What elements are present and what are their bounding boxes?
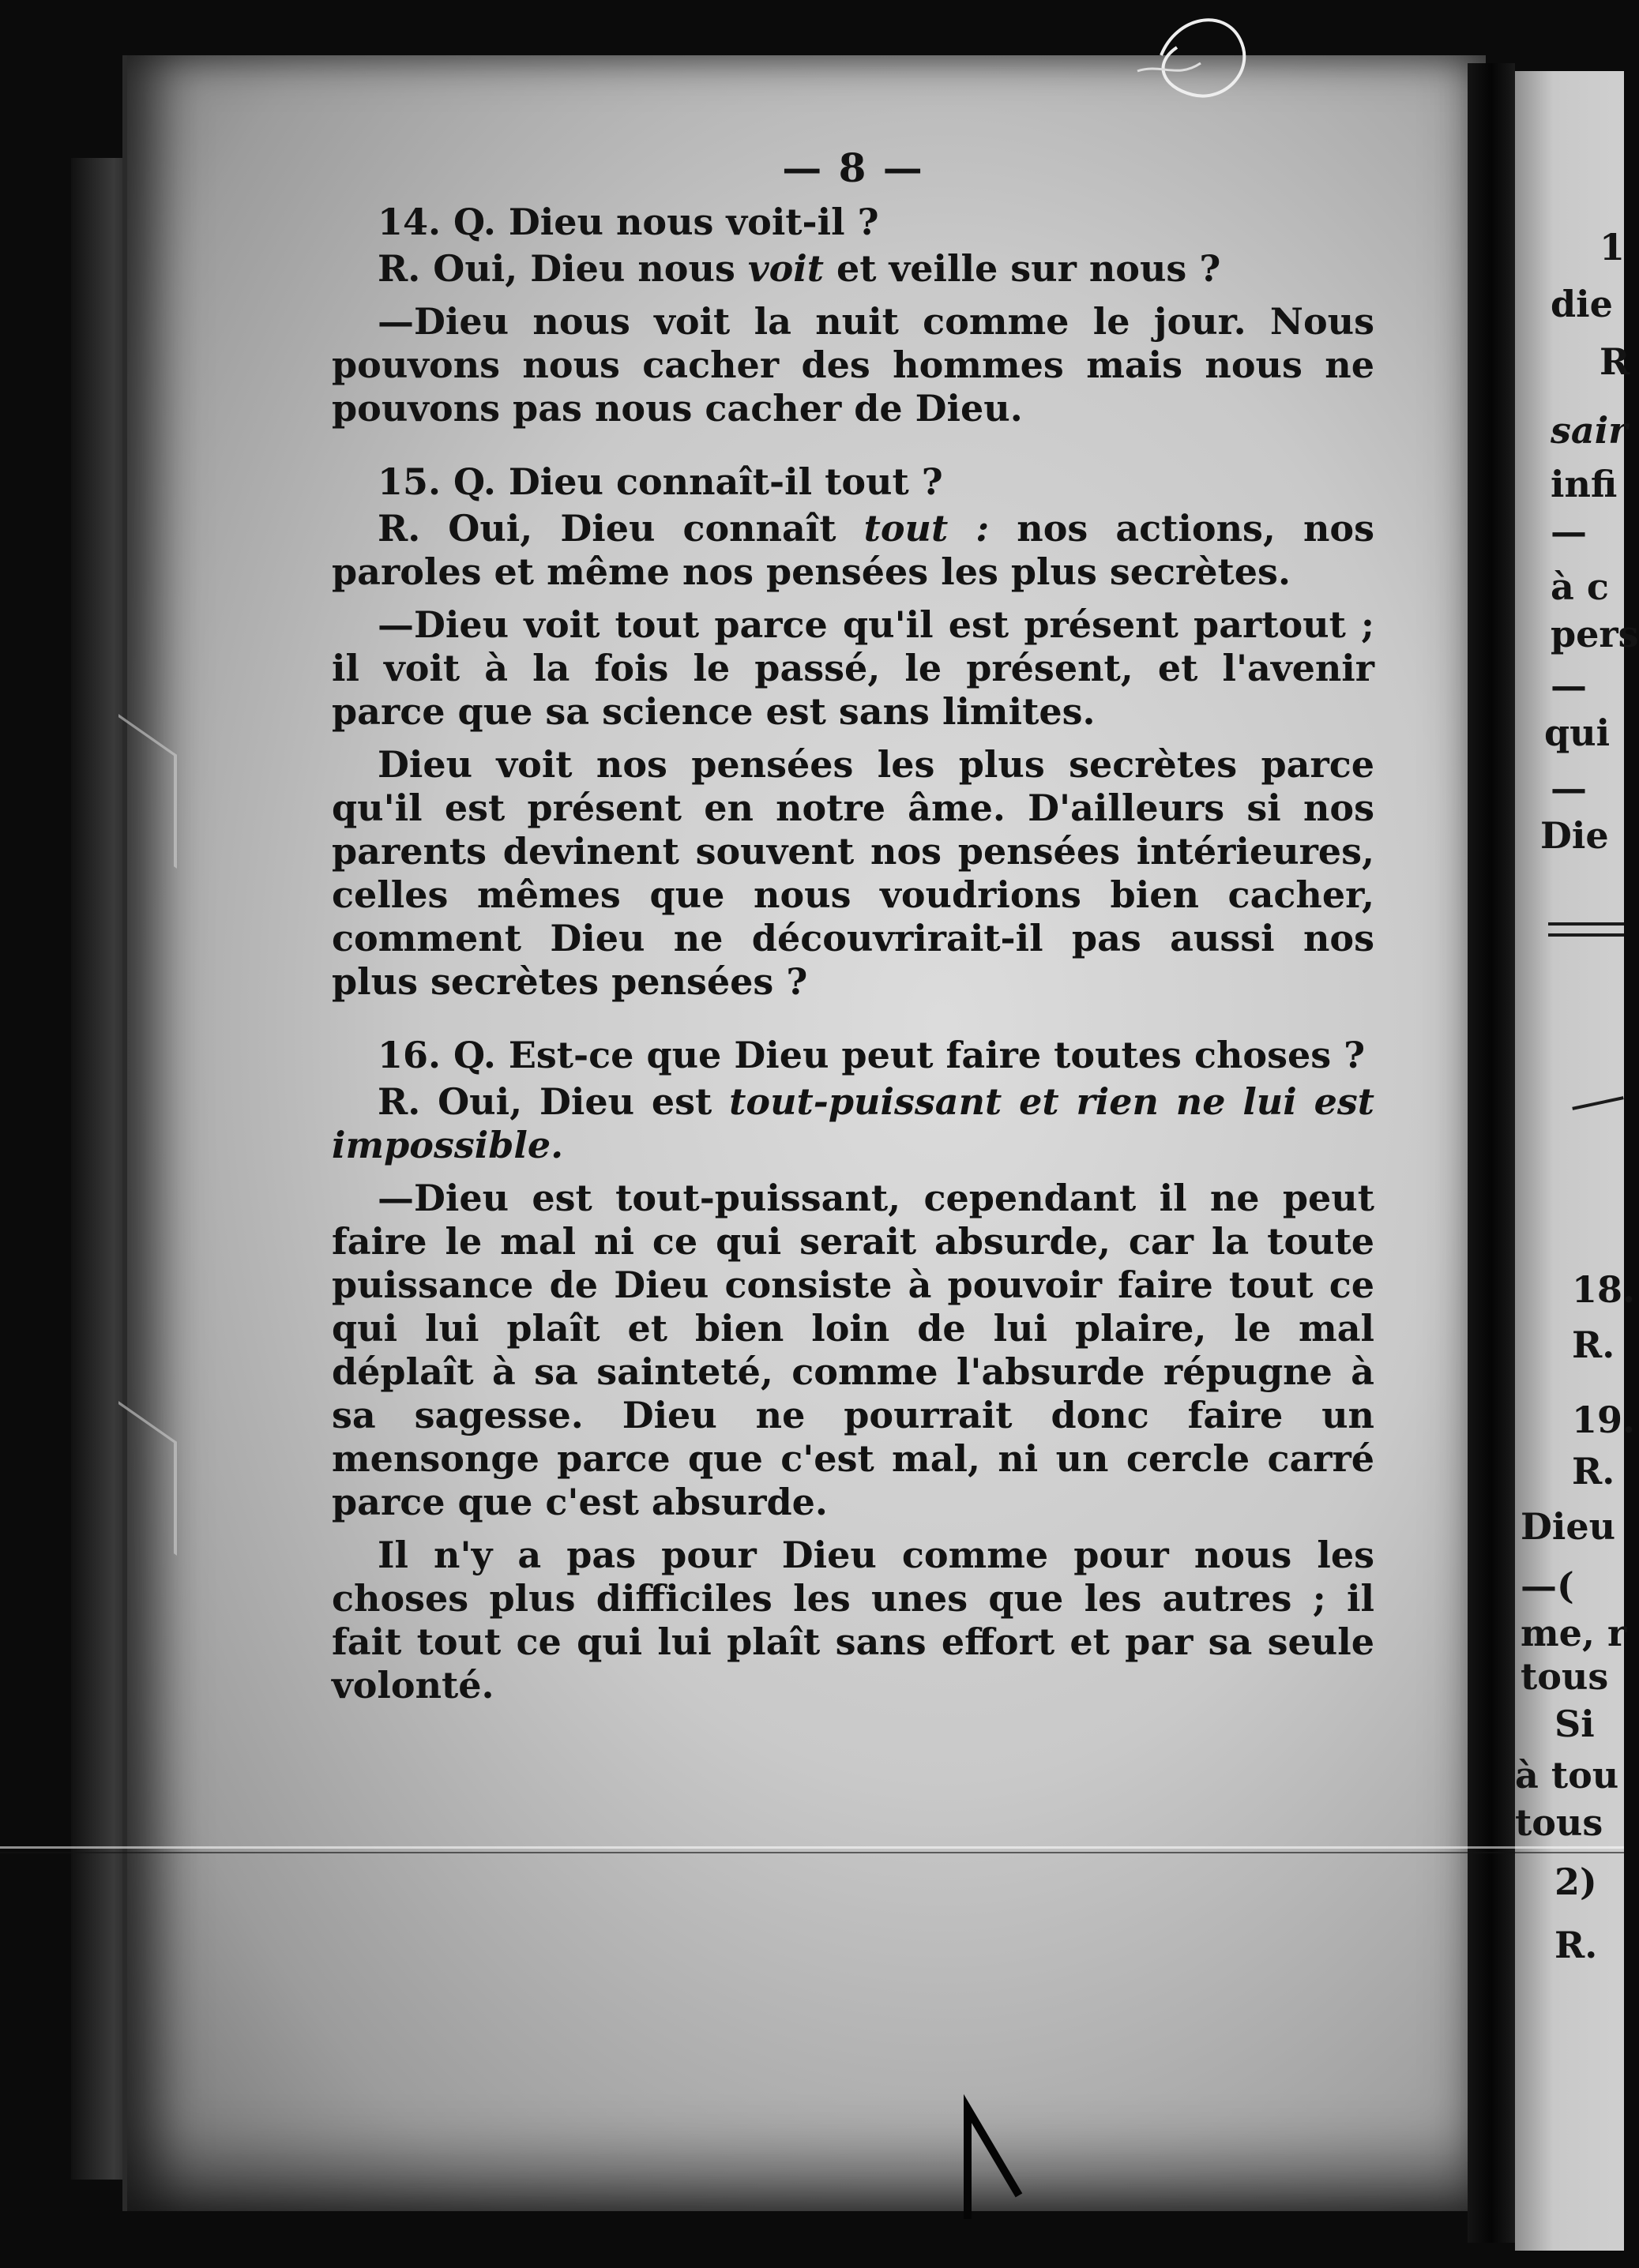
facing-fragment: Si	[1554, 1703, 1595, 1745]
text-column	[332, 138, 1374, 1707]
facing-fragment: 2)	[1554, 1861, 1597, 1903]
facing-page-rule	[1548, 933, 1624, 937]
facing-fragment: 19.	[1572, 1399, 1636, 1441]
facing-fragment: R.	[1572, 1324, 1615, 1366]
answer-tail: et veille sur nous ?	[824, 247, 1221, 290]
facing-fragment: —(	[1521, 1564, 1574, 1607]
facing-fragment: R	[1600, 340, 1630, 383]
question-15: 15. Q. Dieu connaît-il tout ?	[378, 460, 943, 503]
question-16: 16. Q. Est-ce que Dieu peut faire toutes choses ?	[378, 1034, 1366, 1076]
paragraph: —Dieu voit tout parce qu'il est présent partout ; il voit à la fois le passé, le présent, et l'avenir parce que sa science est sans limites.	[332, 603, 1374, 733]
facing-fragment: —	[1551, 664, 1587, 707]
hair-artifact-icon	[1130, 8, 1272, 118]
answer-tail: nos actions, nos paroles et même nos pensées les plus secrètes.	[332, 507, 1374, 593]
scan-artifact-line	[0, 1852, 1624, 1853]
facing-fragment: tous	[1521, 1655, 1609, 1698]
answer-emphasis: tout :	[863, 507, 990, 550]
facing-fragment: R.	[1554, 1924, 1598, 1966]
paragraph: Il n'y a pas pour Dieu comme pour nous les choses plus difficiles les unes que les autres ; il fait tout ce qui lui plaît sans effort et par sa seule volonté.	[332, 1534, 1374, 1707]
facing-fragment: à tou	[1515, 1754, 1619, 1797]
facing-fragment: —	[1551, 767, 1587, 809]
facing-fragment: die	[1551, 283, 1613, 325]
question-14: 14. Q. Dieu nous voit-il ?	[378, 201, 879, 243]
facing-page-rule	[1548, 922, 1624, 926]
facing-fragment: sair	[1551, 409, 1628, 452]
answer-lead: R. Oui, Dieu est	[378, 1080, 730, 1123]
page-number: — 8 —	[782, 145, 924, 191]
answer-lead: R. Oui, Dieu connaît	[378, 507, 864, 550]
facing-fragment: R.	[1572, 1450, 1615, 1493]
facing-fragment: Dieu	[1521, 1505, 1616, 1548]
facing-fragment: tous	[1515, 1801, 1603, 1844]
scan-artifact-line	[0, 1846, 1624, 1849]
answer-emphasis: tout-puissant et rien ne lui est impossible.	[332, 1080, 1374, 1166]
answer-14	[332, 247, 1374, 291]
facing-fragment: 1	[1600, 226, 1626, 268]
answer-lead: R. Oui, Dieu nous	[378, 247, 748, 290]
answer-emphasis: voit	[747, 247, 824, 290]
facing-fragment: à c	[1551, 565, 1609, 608]
answer-15	[332, 507, 1374, 594]
paragraph: Dieu voit nos pensées les plus secrètes parce qu'il est présent en notre âme. D'ailleurs si nos parents devinent souvent nos pensées intérieures, celles mêmes que nous voudrions bien cacher, comment Dieu ne découvrirait-il pas aussi nos plus secrètes pensées ?	[332, 743, 1374, 1003]
paragraph: —Dieu nous voit la nuit comme le jour. Nous pouvons nous cacher des hommes mais nous ne pouvons pas nous cacher de Dieu.	[332, 300, 1374, 430]
facing-fragment: Die	[1540, 814, 1609, 857]
page-corner-mark-icon	[960, 2101, 1023, 2219]
facing-fragment: qui	[1544, 712, 1611, 754]
facing-fragment: infi	[1551, 463, 1618, 505]
paragraph: —Dieu est tout-puissant, cependant il ne peut faire le mal ni ce qui serait absurde, car la toute puissance de Dieu consiste à pouvoir faire tout ce qui lui plaît et bien loin de lui plaire, le mal déplaît à sa sainteté, comme l'absurde répugne à sa sagesse. Dieu ne pourrait donc faire un mensonge parce que c'est mal, ni un cercle carré parce que c'est absurde.	[332, 1177, 1374, 1523]
facing-fragment: 18.	[1572, 1268, 1636, 1311]
facing-fragment: —	[1551, 510, 1587, 553]
answer-16	[332, 1080, 1374, 1167]
facing-fragment: me, r	[1521, 1612, 1627, 1654]
facing-fragment: pers	[1551, 613, 1639, 655]
book-gutter	[1468, 63, 1515, 2243]
